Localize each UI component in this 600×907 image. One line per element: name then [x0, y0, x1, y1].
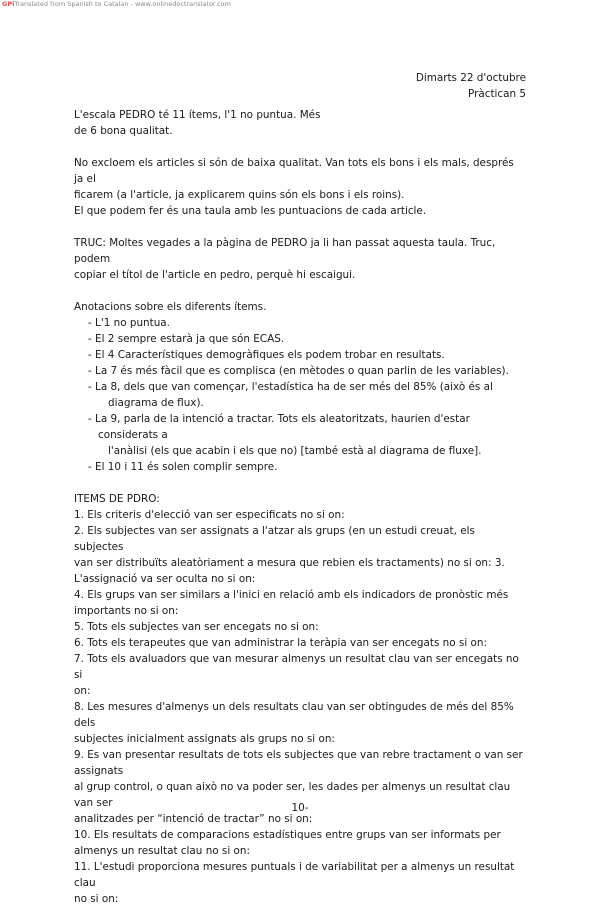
note-line: - El 4 Característiques demogràfiques els podem trobar en resultats.	[88, 349, 445, 361]
item-line: 1. Els criteris d'elecció van ser especificats no si on:	[74, 509, 345, 521]
note-line: l'anàlisi (els que acabin i els que no) [també està al diagrama de fluxe].	[108, 445, 482, 457]
notes-list	[74, 315, 526, 475]
pedro-item	[74, 651, 526, 699]
practice-line: Pràctican 5	[468, 88, 526, 100]
item-line: on:	[74, 685, 91, 697]
note-line: diagrama de flux).	[108, 397, 204, 409]
paragraph-line: ficarem (a l'article, ja explicarem quins són els bons i els roins).	[74, 189, 405, 201]
pedro-item	[74, 587, 526, 619]
item-line: 10. Els resultats de comparacions estadístiques entre grups van ser informats per	[74, 829, 501, 841]
item-line: importants no si on:	[74, 605, 179, 617]
paragraph-line: copiar el títol de l'article en pedro, perquè hi escaigui.	[74, 269, 356, 281]
items-title: ITEMS DE PDRO:	[74, 493, 160, 505]
note-line: - La 8, dels que van començar, l'estadística ha de ser més del 85% (això és al	[88, 381, 493, 393]
note-item	[88, 363, 526, 379]
note-line: - El 10 i 11 és solen complir sempre.	[88, 461, 278, 473]
translator-watermark	[2, 0, 231, 9]
intro-paragraph	[74, 107, 526, 139]
pedro-item	[74, 507, 526, 523]
pedro-item	[74, 859, 526, 907]
document-page	[74, 70, 526, 907]
note-item	[88, 331, 526, 347]
pedro-item	[74, 827, 526, 859]
item-line: 5. Tots els subjectes van ser encegats no si on:	[74, 621, 319, 633]
item-line: van ser distribuïts aleatòriament a mesura que rebien els tractaments) no si on: 3.	[74, 557, 505, 569]
item-line: 7. Tots els avaluadors que van mesurar almenys un resultat clau van ser encegats no si	[74, 653, 519, 681]
item-line: almenys un resultat clau no si on:	[74, 845, 250, 857]
intro-line: L'escala PEDRO té 11 ítems, l'1 no puntua. Més	[74, 109, 321, 121]
item-line: 8. Les mesures d'almenys un dels resultats clau van ser obtingudes de més del 85% dels	[74, 701, 514, 729]
note-item	[88, 347, 526, 363]
note-item	[88, 315, 526, 331]
translator-logo: GPi	[2, 0, 15, 8]
item-line: 2. Els subjectes van ser assignats a l'atzar als grups (en un estudi creuat, els subjectes	[74, 525, 475, 553]
note-line: - La 7 és més fàcil que es complisca (en mètodes o quan parlin de les variables).	[88, 365, 509, 377]
watermark-text: Translated from Spanish to Catalan - www.onlinedoctranslator.com	[14, 0, 231, 8]
intro-line: de 6 bona qualitat.	[74, 125, 173, 137]
item-line: subjectes inicialment assignats als grups no si on:	[74, 733, 335, 745]
item-line: L'assignació va ser oculta no si on:	[74, 573, 256, 585]
exclusion-paragraph	[74, 155, 526, 219]
item-line: 6. Tots els terapeutes que van administrar la teràpia van ser encegats no si on:	[74, 637, 487, 649]
item-line: no si on:	[74, 893, 119, 905]
item-line: al grup control, o quan això no va poder ser, les dades per almenys un resultat clau van ser	[74, 781, 511, 809]
note-item	[88, 379, 526, 411]
paragraph-line: No excloem els articles si són de baixa qualitat. Van tots els bons i els mals, després ja el	[74, 157, 514, 185]
note-item	[88, 459, 526, 475]
pedro-item	[74, 619, 526, 635]
pedro-item	[74, 523, 526, 587]
note-line: - L'1 no puntua.	[88, 317, 170, 329]
paragraph-line: TRUC: Moltes vegades a la pàgina de PEDRO ja li han passat aquesta taula. Truc, podem	[74, 237, 496, 265]
header-block	[74, 70, 526, 102]
item-line: 9. Es van presentar resultats de tots els subjectes que van rebre tractament o van ser assignats	[74, 749, 523, 777]
paragraph-line: El que podem fer és una taula amb les puntuacions de cada article.	[74, 205, 427, 217]
item-line: 11. L'estudi proporciona mesures puntuals i de variabilitat per a almenys un resultat clau	[74, 861, 515, 889]
item-line: analitzades per “intenció de tractar” no si on:	[74, 813, 313, 825]
page-number: 10-	[291, 802, 309, 814]
pedro-item	[74, 699, 526, 747]
notes-title: Anotacions sobre els diferents ítems.	[74, 301, 267, 313]
pedro-item	[74, 635, 526, 651]
note-item	[88, 411, 526, 459]
item-line: 4. Els grups van ser similars a l'inici en relació amb els indicadors de pronòstic més	[74, 589, 509, 601]
tip-paragraph	[74, 235, 526, 283]
items-list	[74, 507, 526, 907]
note-line: - La 9, parla de la intenció a tractar. Tots els aleatoritzats, haurien d'estar considerats a	[88, 413, 470, 441]
note-line: - El 2 sempre estarà ja que són ECAS.	[88, 333, 285, 345]
date-line: Dimarts 22 d'octubre	[415, 72, 526, 84]
